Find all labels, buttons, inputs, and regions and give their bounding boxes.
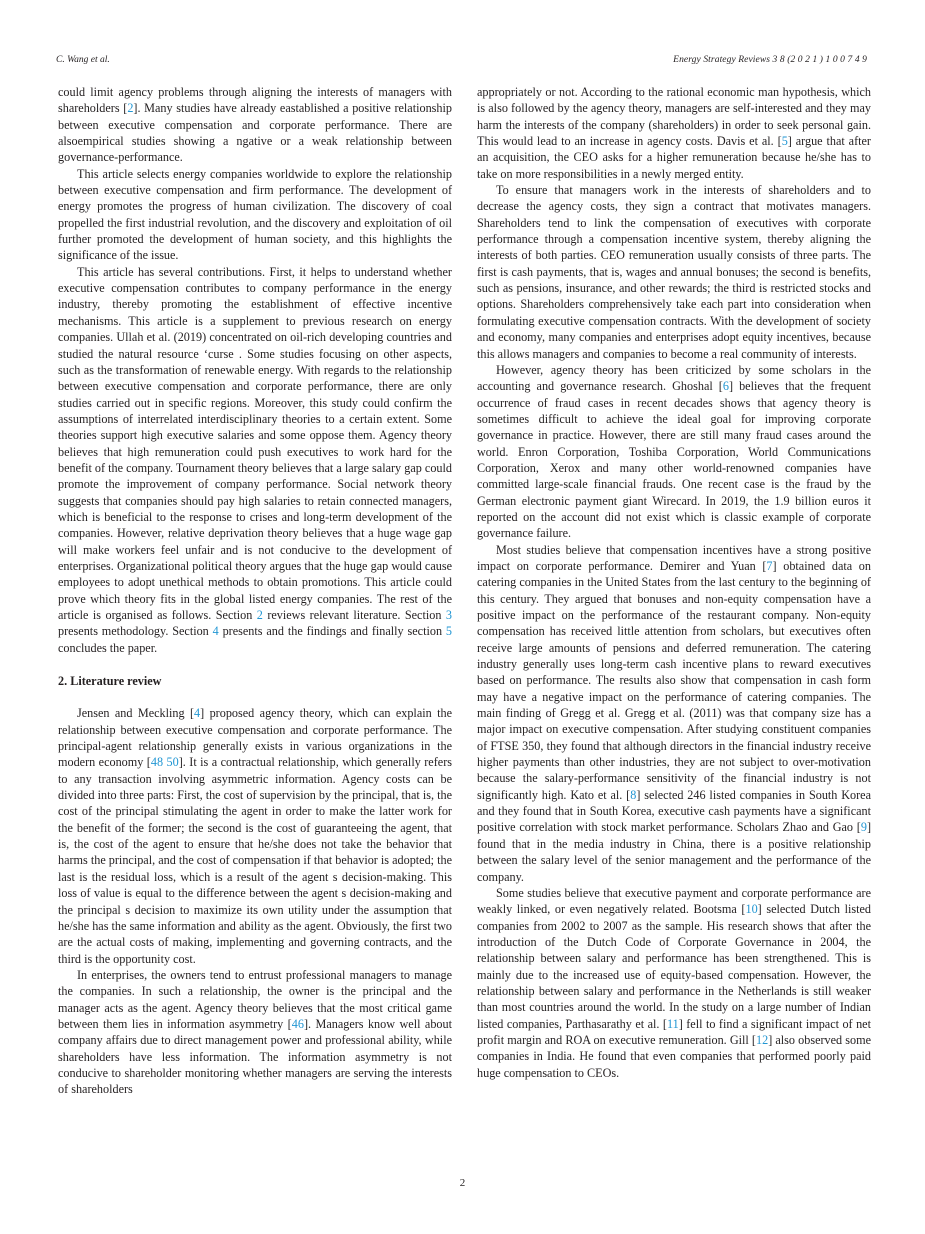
paragraph: appropriately or not. According to the rational economic man hypothesis, which is also followed by the agency theory, managers are self-interested and they may harm the interests of the company (shareholders) in order to seek personal gain. This would lead to an increase in agency costs. Davis et al. [5] argue that after an acquisition, the CEO asks for a higher remuneration because he/she has to take on more responsibilities in a newly merged entity. — [477, 85, 871, 181]
citation-link[interactable]: 11 — [666, 1016, 679, 1031]
citation-link[interactable]: 6 — [722, 379, 729, 394]
paragraph: However, agency theory has been criticized by some scholars in the accounting and governance research. Ghoshal [6] believes that the frequent occurrence of fraud cases in recent decades shows that agency theory is sometimes difficult to achieve the ideal goal for improving corporate governance in practice. However, there are still many fraud cases around the world. Enron Corporation, Toshiba Corporation, World Communications Corporation, Xerox and many other world-renowned companies have committed large-scale financial frauds. One recent case is the fraud by the German electronic payment giant Wirecard. In 2019, the 1.9 billion euros it reported on the account did not exist which is classic example of corporate governance failure. — [477, 362, 871, 541]
paragraph: This article has several contributions. First, it helps to understand whether executive compensation contributes to company performance in the energy industry, thereby promoting the establishment of effective incentive mechanisms. This article is a supplement to previous research on energy companies. Ullah et al. (2019) concentrated on oil-rich developing countries and studied the natural resource ‘curse . Some studies focusing on other aspects, such as the transformation of renewable energy. With regards to the relationship between executive compensation and corporate performance, there are only studies carried out in specific regions. Moreover, this study could confirm the assumptions of interrelated interdisciplinary theories to a certain extent. Some theories support high executive salaries and some oppose them. Agency theory believes that high remuneration could push executives to work hard for the benefit of the company. Tournament theory believes that a large salary gap could promote the improvement of company performance. Social network theory suggests that companies should pay high salaries to retain connected managers, which is beneficial to the response to crises and long-term development of the companies. However, relative deprivation theory believes that a huge wage gap will make workers feel unfair and is not conducive to the development of enterprises. Organizational political theory argues that the huge gap would cause employees to adopt unethical methods to obtain promotions. This article could prove which theory fits in the global listed energy companies. The rest of the article is organised as follows. Section 2 reviews relevant literature. Section 3 presents methodology. Section 4 presents and the findings and finally section 5 concludes the paper. — [58, 264, 452, 655]
citation-link[interactable]: 48 50 — [150, 755, 179, 770]
page-number: 2 — [459, 1177, 466, 1189]
citation-link[interactable]: 8 — [630, 787, 637, 802]
citation-link[interactable]: 2 — [127, 101, 134, 116]
citation-link[interactable]: 5 — [445, 624, 452, 639]
paragraph: Some studies believe that executive payment and corporate performance are weakly linked, or even negatively related. Bootsma [10] selected Dutch listed companies from 2002 to 2007 as the sample. His research shows that after the introduction of the Dutch Code of Corporate Governance in 2004, the relationship between salary and performance has been strengthened. This is mainly due to the increased use of equity-based compensation. However, the relationship between salary and performance in the Netherlands is still weaker than most countries around the world. In the study on a large number of Indian listed companies, Parthasarathy et al. [11] fell to find a significant impact of net profit margin and ROA on executive remuneration. Gill [12] also observed some companies in India. He found that even companies that performed poorly paid huge compensation to CEOs. — [477, 885, 871, 1080]
citation-link[interactable]: 5 — [781, 134, 788, 149]
left-column — [58, 84, 452, 1098]
paragraph: Most studies believe that compensation incentives have a strong positive impact on corporate performance. Demirer and Yuan [7] obtained data on catering companies in the United States from the last century to the beginning of this century. They argued that bonuses and non-equity compensation have a positive impact on the performance of the restaurant company. Non-equity compensation has received little attention from scholars, but executives often receive large amounts of pensions and deferred remuneration. The catering industry generally uses long-term cash incentive plans to reward executives based on performance. The results also show that compensation in cash form may have a negative impact on the performance of catering companies. The main finding of Gregg et al. Gregg et al. (2011) was that company size has a major impact on executive compensation. After studying constituent companies of FTSE 350, they found that although directors in the financial industry receive higher payments than other industries, they are not subject to over-motivation because the salary-performance sensitivity of the financial industry is not significantly high. Kato et al. [8] selected 246 listed companies in South Korea and they found that in South Korea, executive cash payments have a significant positive correlation with stock market performance. Scholars Zhao and Gao [9] found that in the media industry in China, there is a positive relationship between the salary level of the senior management and the performance of the company. — [477, 542, 872, 884]
citation-link[interactable]: 12 — [756, 1032, 769, 1047]
right-column — [477, 84, 871, 1081]
citation-link[interactable]: 4 — [194, 706, 201, 721]
paragraph: Jensen and Meckling [4] proposed agency theory, which can explain the relationship between executive compensation and corporate performance. The principal-agent relationship generally exists in various organizations in the modern economy [48 50]. It is a contractual relationship, which generally refers to any transaction involving asymmetric information. Agency costs can be divided into three parts: First, the cost of supervision by the principal, that is, the cost of the principal stimulating the agent in order to make the latter work for the benefit of the former; the second is the cost of guaranteeing the agent, that is, the cost of the agent to ensure that he/she does not take the behavior that harms the principal, and the cost of compensation if that behavior is adopted; the last is the residual loss, which is a result of the agent s decision-making. This loss of value is equal to the difference between the agent s decision-making and the principal s decision to maximize its own utility under the assumption that he/she has the same information and ability as the agent. Obviously, the first two are the actual costs of making, implementing and governing contracts, and the third is the opportunity cost. — [58, 706, 452, 966]
section-heading: 2. Literature review — [58, 674, 162, 689]
running-header-authors: C. Wang et al. — [56, 55, 110, 65]
citation-link[interactable]: 2 — [256, 608, 263, 622]
citation-link[interactable]: 3 — [445, 608, 452, 622]
paragraph: To ensure that managers work in the interests of shareholders and to decrease the agency costs, they sign a contract that motivates managers. Shareholders tend to link the compensation of executives with corporate performance through a compensation incentive system, thereby aligning the interests of both parties. CEO remuneration usually consists of three parts. The first is cash payments, that is, wages and annual bonuses; the second is benefits, such as pensions, insurance, and other rewards; the third is restricted stocks and options. Shareholders comprehensively take each part into consideration when formulating executive compensation contracts. With the development of society and economy, many companies and enterprises adopt equity incentives, because this allows managers and companies to become a real community of interests. — [477, 183, 871, 361]
paragraph: could limit agency problems through aligning the interests of managers with shareholders [2]. Many studies have already eastablished a positive relationship between executive compensation and corporate performance. There are alsoempirical studies showing a ngative or a weak relationship between governance-performance. — [58, 85, 452, 165]
citation-link[interactable]: 9 — [860, 820, 867, 835]
paragraph: This article selects energy companies worldwide to explore the relationship between executive compensation and firm performance. The development of energy promotes the progress of human civilization. The discovery of coal propelled the first industrial revolution, and the discovery and exploitation of oil further promoted the development of human society, and this highlights the significance of the issue. — [58, 166, 452, 263]
citation-link[interactable]: 4 — [212, 624, 219, 639]
citation-link[interactable]: 46 — [291, 1016, 304, 1031]
citation-link[interactable]: 7 — [766, 558, 773, 573]
paragraph: In enterprises, the owners tend to entrust professional managers to manage the companies. In such a relationship, the owner is the principal and the manager acts as the agent. Agency theory believes that the most critical game between them lies in information asymmetry [46]. Managers know well about company affairs due to direct management power and professional ability, while shareholders have less information. The information asymmetry is not conducive to shareholder monitoring whether managers are serving the interests of shareholders — [58, 967, 452, 1097]
citation-link[interactable]: 10 — [745, 902, 758, 917]
running-header-journal: Energy Strategy Reviews 3 8 (2 0 2 1 ) 1 0 0 7 4 9 — [673, 55, 867, 65]
